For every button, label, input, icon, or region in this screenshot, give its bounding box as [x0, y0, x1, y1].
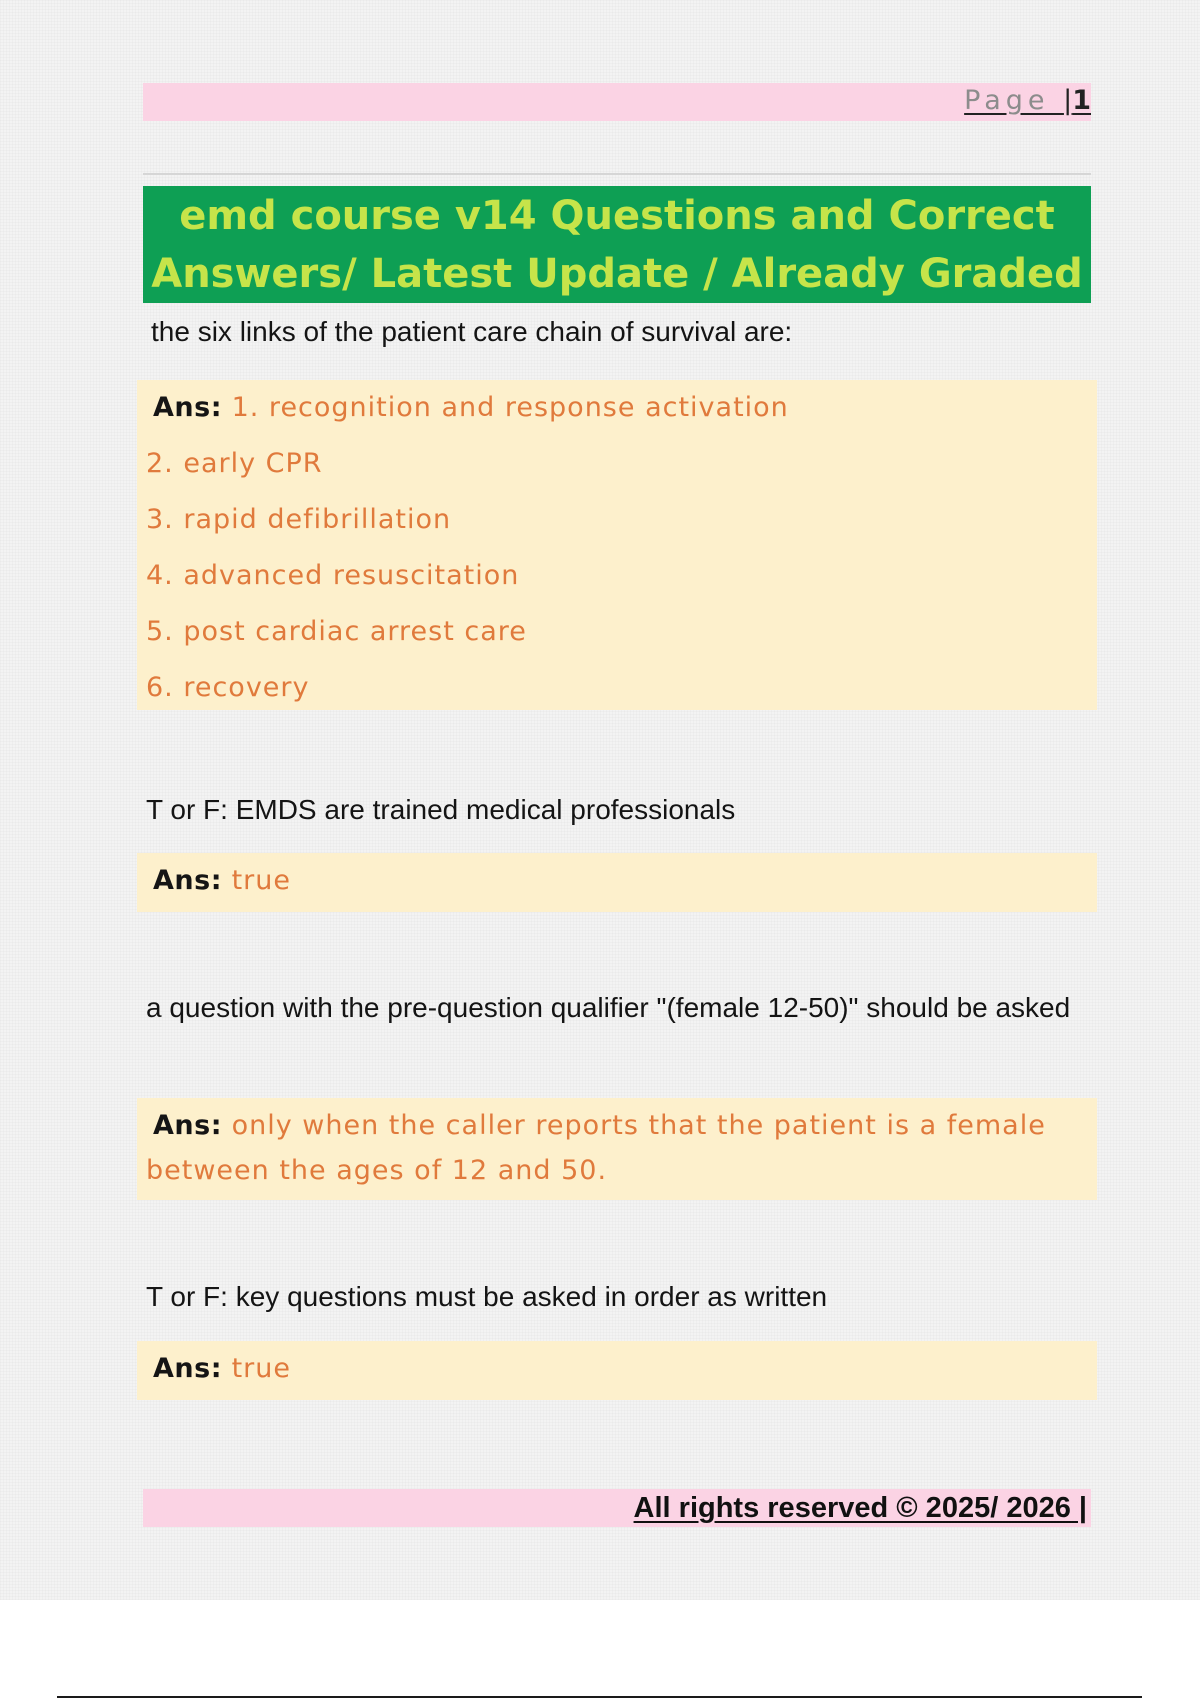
answer-line [146, 380, 1077, 436]
page-header-band [143, 83, 1091, 121]
question-3: a question with the pre-question qualifier "(female 12-50)" should be asked [146, 992, 1071, 1023]
answer-line [146, 1341, 1077, 1397]
answer-label: Ans: [153, 392, 222, 423]
title-banner [143, 186, 1091, 303]
question-2: T or F: EMDS are trained medical professionals [146, 794, 736, 825]
page-separator: | [1063, 85, 1073, 116]
question-4: T or F: key questions must be asked in order as written [146, 1281, 828, 1312]
answer-label: Ans: [153, 1110, 222, 1141]
answer-box-3 [137, 1098, 1097, 1200]
answer-line [146, 853, 1077, 909]
answer-text: true [231, 865, 292, 896]
page-label: Page [964, 85, 1050, 116]
answer-label: Ans: [153, 1353, 222, 1384]
answer-line: 4. advanced resuscitation [146, 560, 520, 591]
answer-text: 1. recognition and response activation [231, 392, 789, 423]
answer-box-4 [137, 1341, 1097, 1400]
answer-line: 5. post cardiac arrest care [146, 616, 527, 647]
copyright-notice: All rights reserved © 2025/ 2026 | [633, 1492, 1087, 1524]
answer-line: 2. early CPR [146, 448, 323, 479]
header-divider [143, 173, 1091, 175]
page-number-label [964, 85, 1091, 116]
page-number: 1 [1072, 85, 1091, 116]
page-bottom-divider [57, 1696, 1142, 1698]
answer-box-1 [137, 380, 1097, 710]
answer-box-2 [137, 853, 1097, 912]
answer-text: only when the caller reports that the patient is a female between the ages of 12 and 50. [146, 1110, 1046, 1186]
answer-line [146, 1098, 1077, 1193]
document-title: emd course v14 Questions and Correct Answers/ Latest Update / Already Graded [151, 192, 1083, 297]
answer-line: 3. rapid defibrillation [146, 504, 452, 535]
answer-label: Ans: [153, 865, 222, 896]
page-footer-band [143, 1489, 1091, 1527]
answer-line: 6. recovery [146, 672, 310, 703]
answer-text: true [231, 1353, 292, 1384]
question-1: the six links of the patient care chain of survival are: [151, 316, 793, 347]
